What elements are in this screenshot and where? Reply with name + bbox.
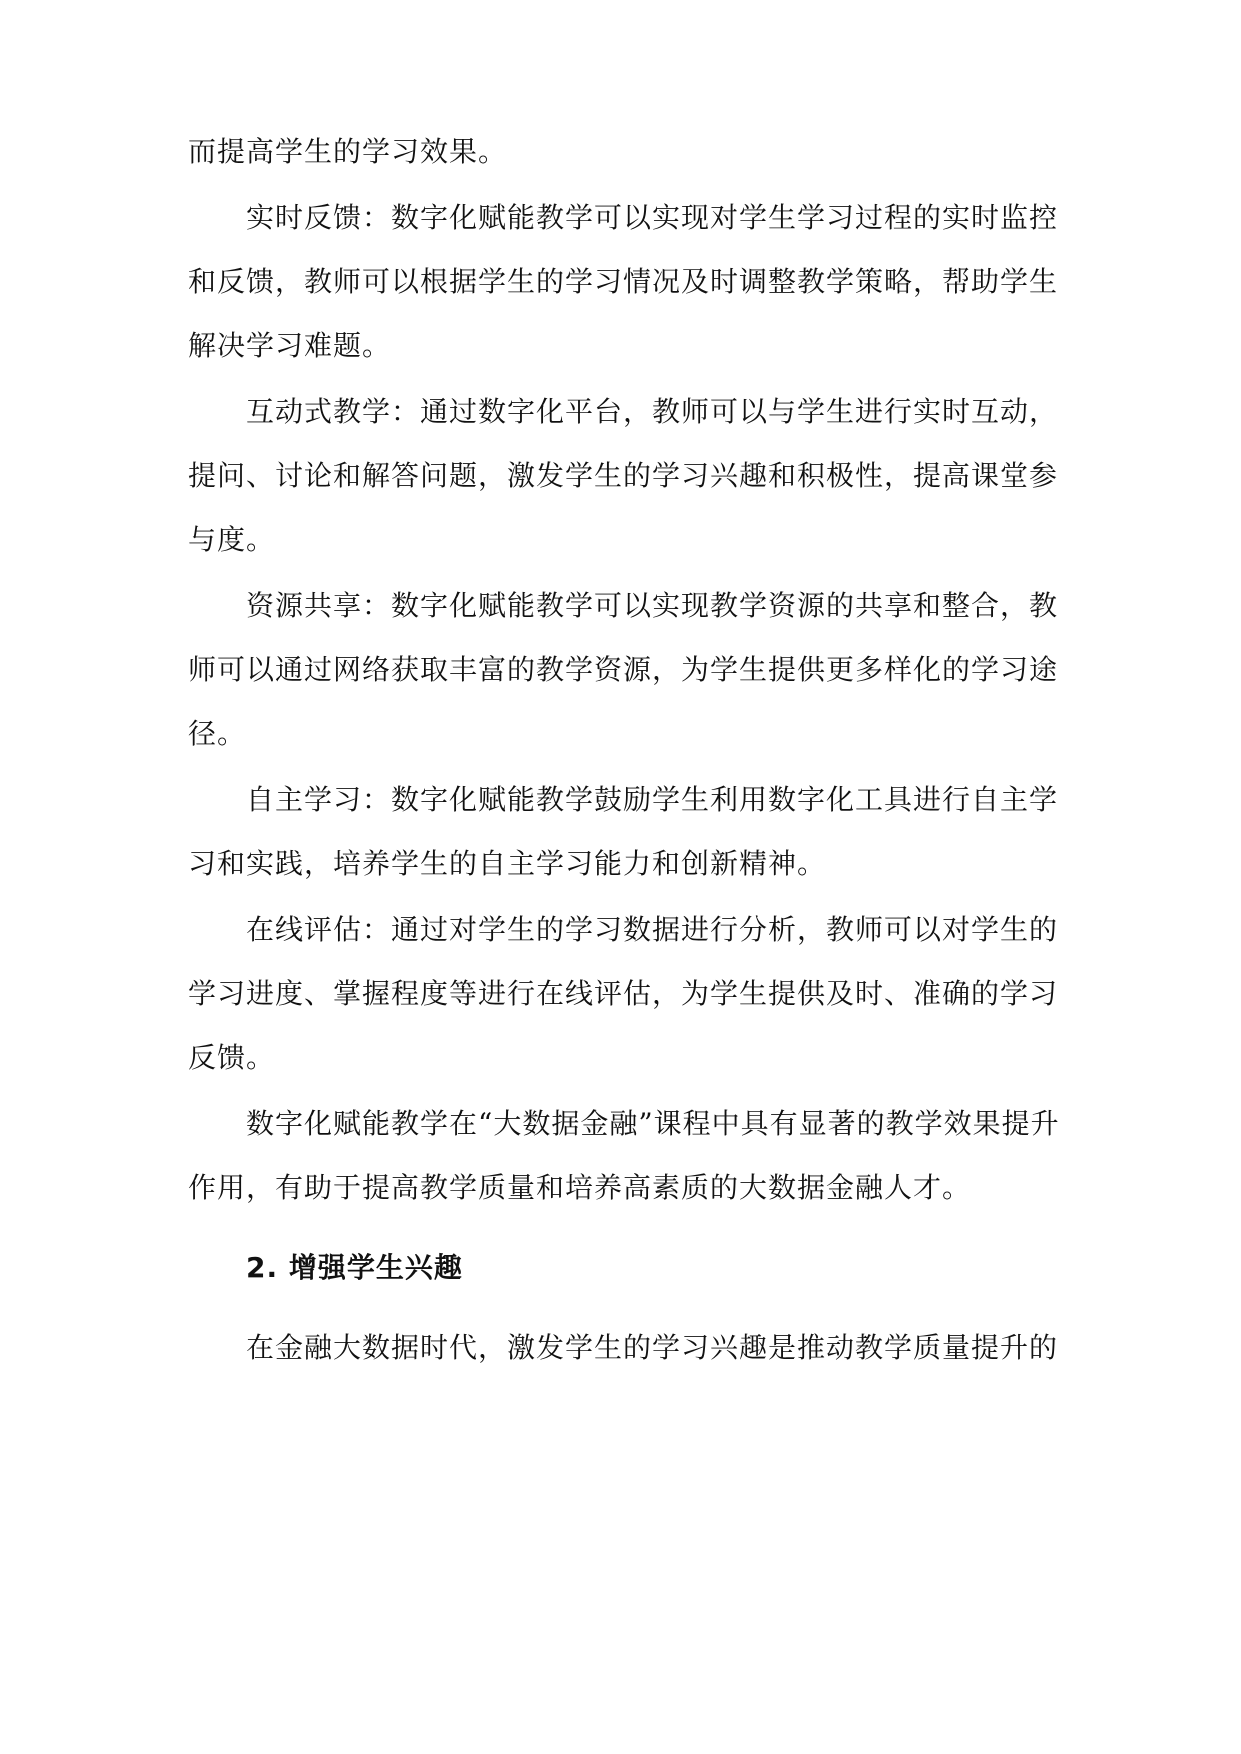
section-heading: 2. 增强学生兴趣 xyxy=(246,1251,463,1284)
paragraph-interactive-teaching: 互动式教学：通过数字化平台，教师可以与学生进行实时互动，提问、讨论和解答问题，激发学生的学习兴趣和积极性，提高课堂参与度。 xyxy=(188,395,1059,556)
paragraph-resource-sharing: 资源共享：数字化赋能教学可以实现教学资源的共享和整合，教师可以通过网络获取丰富的教学资源，为学生提供更多样化的学习途径。 xyxy=(188,589,1059,750)
paragraph-self-learning: 自主学习：数字化赋能教学鼓励学生利用数字化工具进行自主学习和实践，培养学生的自主学习能力和创新精神。 xyxy=(188,783,1059,880)
paragraph-online-assessment: 在线评估：通过对学生的学习数据进行分析，教师可以对学生的学习进度、掌握程度等进行在线评估，为学生提供及时、准确的学习反馈。 xyxy=(188,913,1059,1074)
paragraph-interest-intro: 在金融大数据时代，激发学生的学习兴趣是推动教学质量提升的 xyxy=(246,1331,1059,1364)
paragraph-conclusion: 数字化赋能教学在“大数据金融”课程中具有显著的教学效果提升作用，有助于提高教学质量和培养高素质的大数据金融人才。 xyxy=(188,1107,1060,1204)
paragraph-realtime-feedback: 实时反馈：数字化赋能教学可以实现对学生学习过程的实时监控和反馈，教师可以根据学生的学习情况及时调整教学策略，帮助学生解决学习难题。 xyxy=(188,201,1059,362)
paragraph-continuation: 而提高学生的学习效果。 xyxy=(188,135,508,168)
